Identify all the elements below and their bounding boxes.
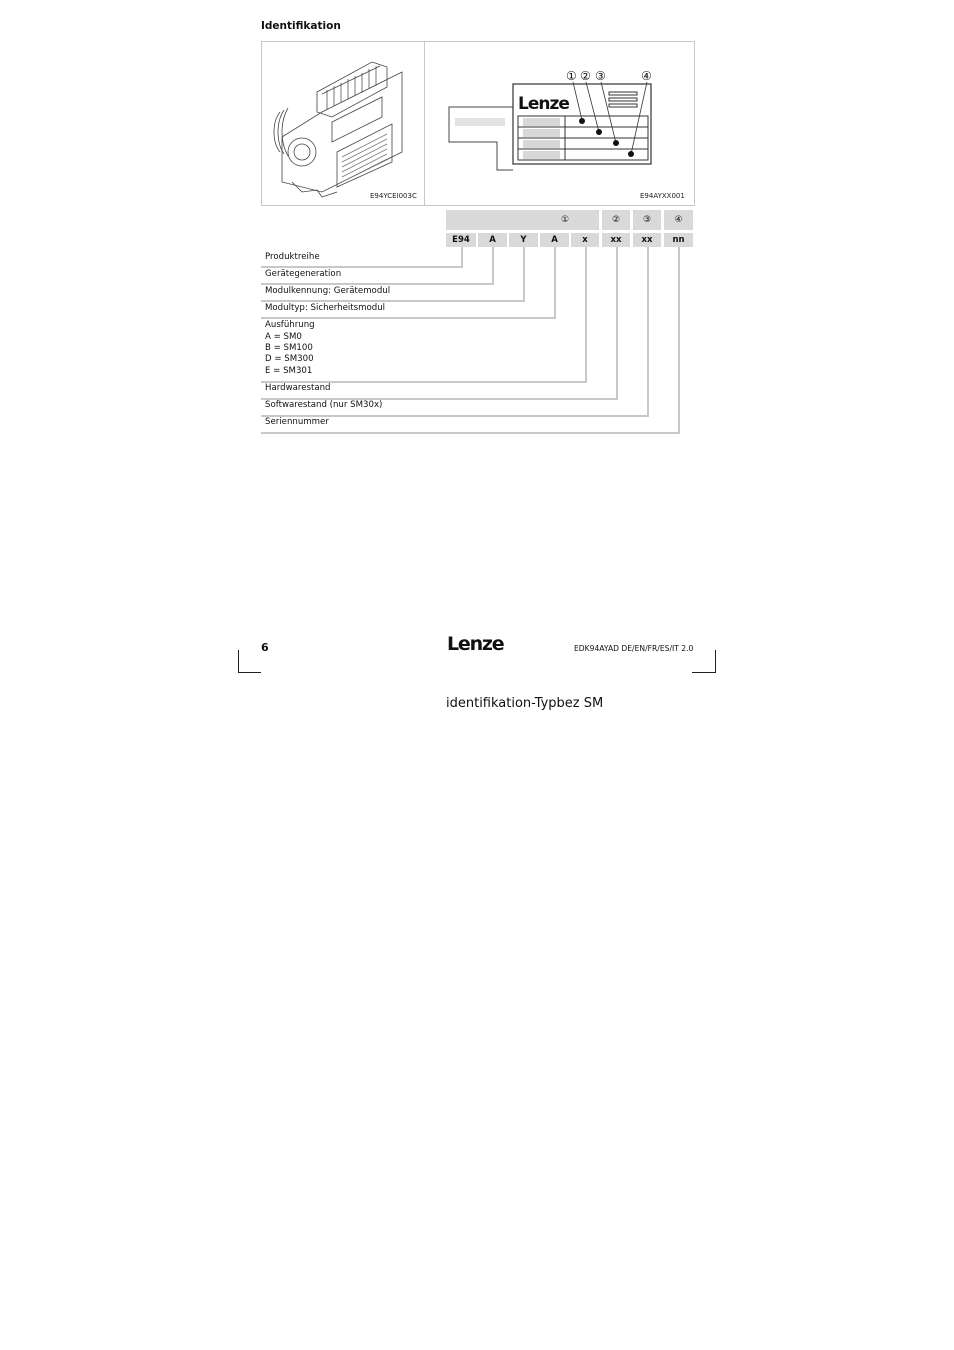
- description-ausfuehrung: Ausführung: [265, 320, 315, 330]
- ausfuehrung-option: D = SM300: [265, 354, 314, 364]
- marker-3: ③: [595, 69, 606, 83]
- row-ruler: [261, 317, 556, 319]
- bottom-caption: identifikation-Typbez SM: [446, 696, 604, 711]
- type-code-segment: A: [540, 233, 569, 247]
- nameplate-diagram: [425, 42, 693, 204]
- connector-line: [461, 247, 463, 267]
- description-hardwarestand: Hardwarestand: [265, 383, 331, 393]
- type-code-segment: xx: [602, 233, 630, 247]
- type-code-header-marker-2: ②: [602, 210, 630, 230]
- crop-mark-right: [715, 650, 716, 673]
- safety-module-drawing: [262, 42, 423, 204]
- type-code-segment: A: [478, 233, 507, 247]
- footer-logo: Lenze: [447, 633, 504, 655]
- crop-mark-left: [238, 672, 261, 673]
- type-code-header-marker-3: ③: [633, 210, 661, 230]
- ausfuehrung-option: B = SM100: [265, 343, 313, 353]
- marker-4: ④: [641, 69, 652, 83]
- type-code-segment: x: [571, 233, 599, 247]
- row-ruler: [261, 300, 525, 302]
- description-modulkennung: Modulkennung: Gerätemodul: [265, 286, 391, 296]
- ausfuehrung-option: E = SM301: [265, 366, 313, 376]
- connector-line: [554, 247, 556, 318]
- connector-line: [647, 247, 649, 416]
- type-code-segment: E94: [446, 233, 476, 247]
- type-code-segment: nn: [664, 233, 693, 247]
- description-seriennummer: Seriennummer: [265, 417, 329, 427]
- connector-line: [616, 247, 618, 399]
- document-id: EDK94AYAD DE/EN/FR/ES/IT 2.0: [574, 644, 694, 653]
- crop-mark-left: [238, 650, 239, 673]
- figure-caption-left: E94YCEI003C: [370, 192, 417, 200]
- row-ruler: [261, 266, 463, 268]
- description-softwarestand: Softwarestand (nur SM30x): [265, 400, 383, 410]
- marker-1: ①: [566, 69, 577, 83]
- nameplate-logo: Lenze: [518, 94, 569, 114]
- connector-line: [678, 247, 680, 433]
- section-heading: Identifikation: [261, 20, 341, 32]
- connector-line: [523, 247, 525, 301]
- ausfuehrung-option: A = SM0: [265, 332, 302, 342]
- row-ruler: [261, 432, 680, 434]
- type-code-segment: xx: [633, 233, 661, 247]
- description-modultyp: Modultyp: Sicherheitsmodul: [265, 303, 386, 313]
- page-number: 6: [261, 641, 269, 654]
- type-code-segment: Y: [509, 233, 538, 247]
- connector-line: [585, 247, 587, 382]
- nameplate-diagram-panel: [424, 41, 695, 206]
- crop-mark-right: [692, 672, 716, 673]
- figure-caption-right: E94AYXX001: [640, 192, 685, 200]
- row-ruler: [261, 283, 494, 285]
- type-code-header-marker-1: ①: [446, 210, 599, 230]
- marker-2: ②: [580, 69, 591, 83]
- module-drawing-panel: [261, 41, 425, 206]
- type-code-header-marker-4: ④: [664, 210, 693, 230]
- description-geraetegeneration: Gerätegeneration: [265, 269, 342, 279]
- connector-line: [492, 247, 494, 284]
- description-produktreihe: Produktreihe: [265, 252, 320, 262]
